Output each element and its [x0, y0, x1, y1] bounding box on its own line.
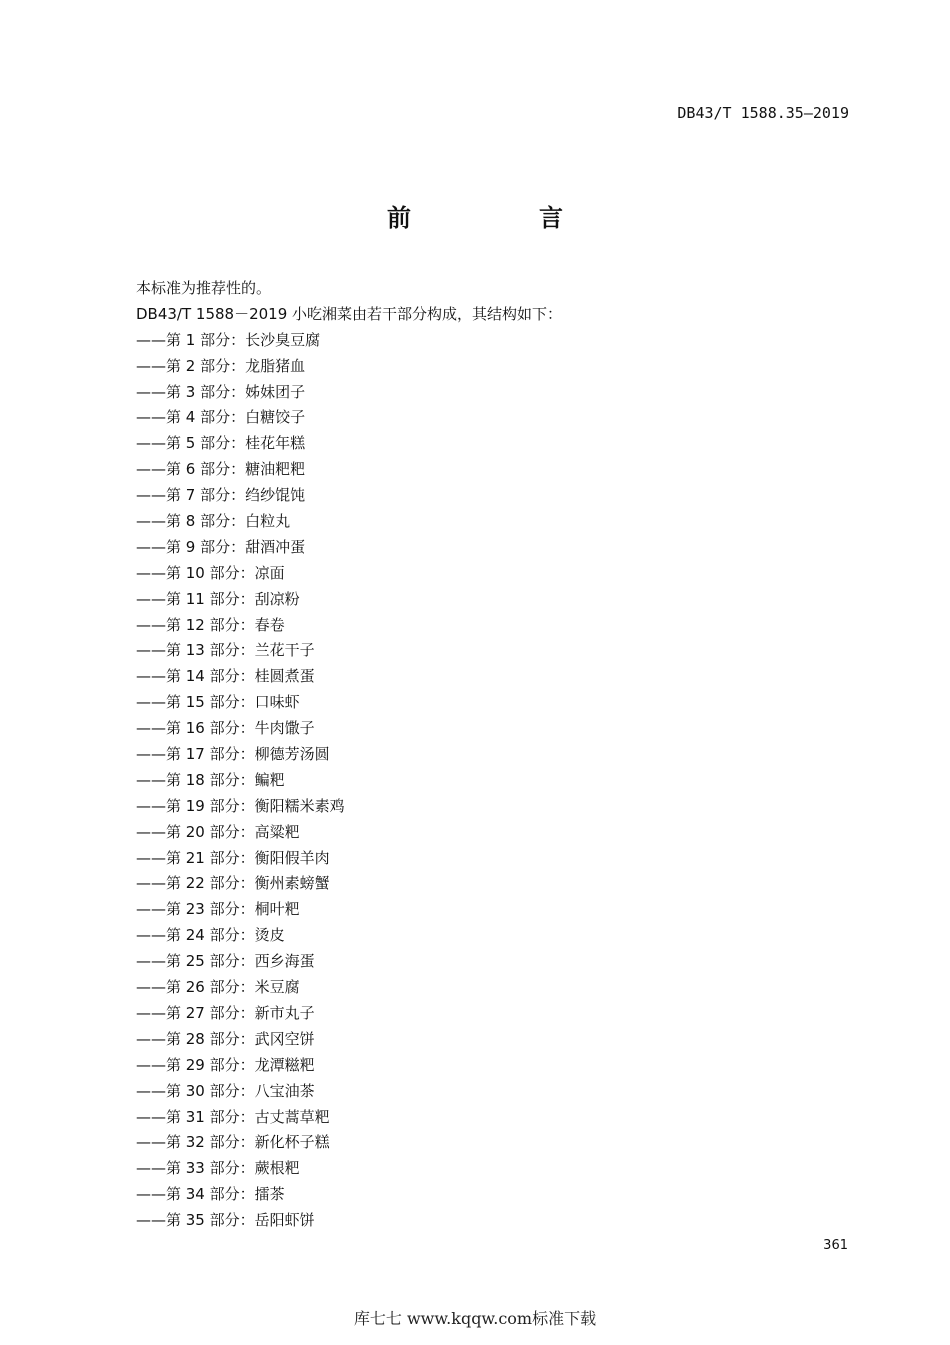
- list-item: ——第 21 部分：衡阳假羊肉: [136, 848, 330, 867]
- list-item: ——第 17 部分：柳德芳汤圆: [136, 745, 330, 764]
- list-item: ——第 28 部分：武冈空饼: [136, 1029, 315, 1048]
- page-number: 361: [823, 1238, 848, 1253]
- list-item: ——第 14 部分：桂圆煮蛋: [136, 667, 315, 686]
- list-item: ——第 3 部分：姊妹团子: [136, 382, 306, 401]
- list-item: ——第 12 部分：春卷: [136, 615, 285, 634]
- list-item: ——第 4 部分：白糖饺子: [136, 408, 306, 427]
- list-item: ——第 2 部分：龙脂猪血: [136, 356, 306, 375]
- page-title: 前 言: [387, 203, 615, 232]
- list-item: ——第 30 部分：八宝油茶: [136, 1081, 315, 1100]
- list-item: ——第 1 部分：长沙臭豆腐: [136, 330, 321, 349]
- footer-watermark: 库七七 www.kqqw.com标准下载: [353, 1309, 597, 1328]
- list-item: ——第 34 部分：擂茶: [136, 1185, 285, 1204]
- list-item: ——第 27 部分：新市丸子: [136, 1003, 315, 1022]
- list-item: ——第 10 部分：凉面: [136, 563, 285, 582]
- list-item: ——第 16 部分：牛肉馓子: [136, 719, 315, 738]
- list-item: ——第 22 部分：衡州素螃蟹: [136, 874, 330, 893]
- list-item: ——第 23 部分：桐叶粑: [136, 900, 300, 919]
- list-item: ——第 11 部分：刮凉粉: [136, 589, 300, 608]
- intro-line: 本标准为推荐性的。: [136, 279, 272, 297]
- list-item: ——第 6 部分：糖油粑粑: [136, 460, 306, 479]
- list-item: ——第 8 部分：白粒丸: [136, 512, 291, 531]
- list-item: ——第 20 部分：高粱粑: [136, 822, 300, 841]
- list-item: ——第 31 部分：古丈蒿草粑: [136, 1107, 330, 1126]
- list-item: ——第 18 部分：鳊粑: [136, 770, 285, 789]
- list-item: ——第 5 部分：桂花年糕: [136, 434, 306, 453]
- list-item: ——第 35 部分：岳阳虾饼: [136, 1211, 315, 1230]
- list-item: ——第 29 部分：龙潭糍粑: [136, 1055, 315, 1074]
- list-item: ——第 24 部分：烫皮: [136, 926, 285, 945]
- list-item: ——第 15 部分：口味虾: [136, 693, 300, 712]
- list-item: ——第 32 部分：新化杯子糕: [136, 1133, 330, 1152]
- list-item: ——第 26 部分：米豆腐: [136, 978, 300, 997]
- list-item: ——第 33 部分：蕨根粑: [136, 1159, 300, 1178]
- intro-line: DB43/T 1588－2019 小吃湘菜由若干部分构成，其结构如下：: [136, 304, 563, 323]
- list-item: ——第 19 部分：衡阳糯米素鸡: [136, 796, 345, 815]
- list-item: ——第 7 部分：绉纱馄饨: [136, 486, 306, 505]
- list-item: ——第 9 部分：甜酒冲蛋: [136, 537, 306, 556]
- list-item: ——第 25 部分：西乡海蛋: [136, 952, 315, 971]
- foreword-body: [136, 276, 856, 1234]
- list-item: ——第 13 部分：兰花干子: [136, 641, 315, 660]
- parts-list: [136, 328, 856, 1234]
- document-code: DB43/T 1588.35—2019: [677, 104, 849, 122]
